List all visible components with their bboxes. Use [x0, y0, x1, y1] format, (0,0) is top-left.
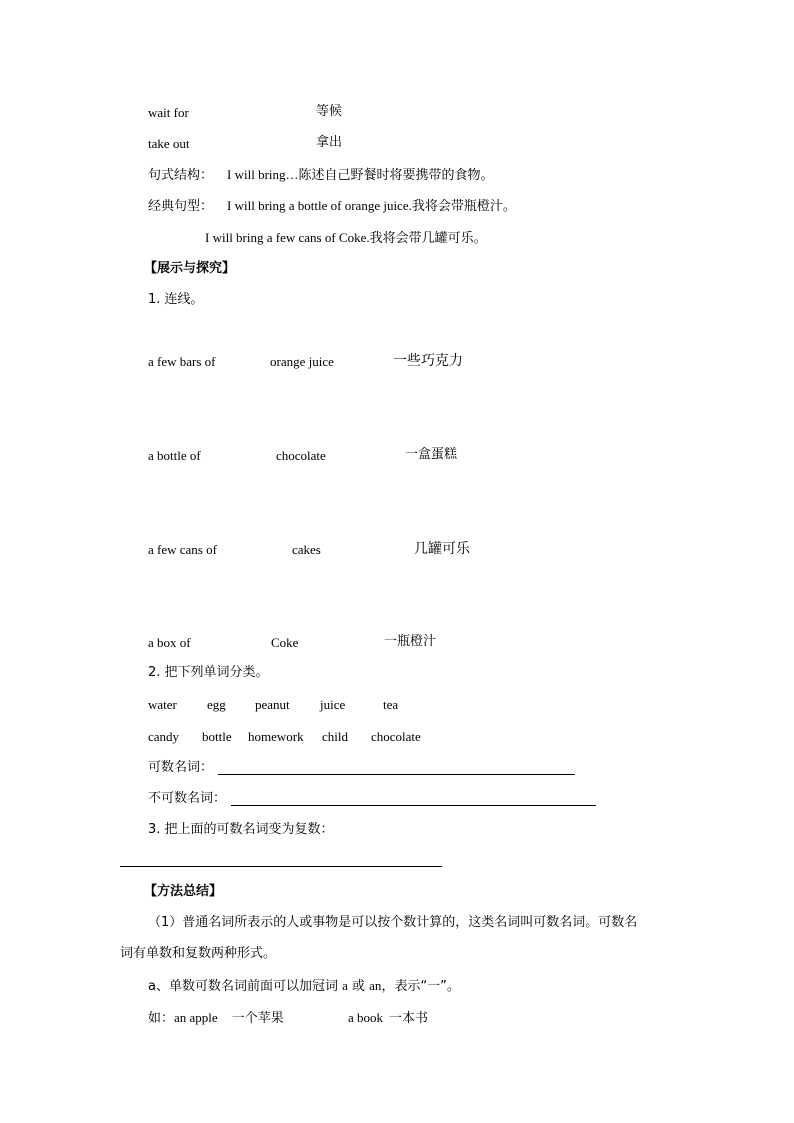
uncountable-label: 不可数名词：	[148, 791, 227, 806]
section-explore-heading: 【展示与探究】	[144, 261, 236, 276]
match-right-1: 一些巧克力	[393, 353, 463, 369]
sentence-structure	[148, 167, 494, 184]
sentence-structure-zh: 陈述自己野餐时将要携带的食物。	[298, 168, 494, 183]
sentence-structure-en: I will bring…	[227, 167, 299, 182]
classic-s2-en: I will bring a few cans of Coke.	[205, 230, 370, 245]
q1-title: 1. 连线。	[148, 292, 204, 307]
example-1-zh: 一个苹果	[231, 1011, 284, 1026]
method-p1-line2: 词有单数和复数两种形式。	[120, 946, 277, 961]
match-mid-3: cakes	[292, 542, 321, 557]
method-a-post: ，表示“一”。	[381, 979, 460, 994]
vocab-en-1: wait for	[148, 105, 189, 120]
vocab-en-2: take out	[148, 136, 190, 151]
sentence-structure-label: 句式结构：	[148, 168, 214, 183]
method-an-article: an	[369, 978, 382, 993]
classic-sentence-1	[148, 198, 516, 215]
classic-sentence-2	[205, 230, 487, 247]
section-method-heading: 【方法总结】	[144, 884, 223, 899]
classic-s1-en: I will bring a bottle of orange juice.	[227, 198, 412, 213]
word-bottle: bottle	[202, 729, 232, 744]
match-left-2: a bottle of	[148, 448, 201, 463]
classic-s1-zh: 我将会带瓶橙汁。	[411, 199, 516, 214]
method-a-article: a	[342, 978, 348, 993]
uncountable-answer-line[interactable]	[231, 805, 596, 806]
method-article-rule	[148, 978, 460, 995]
example-label: 如：	[148, 1011, 175, 1026]
example-2-zh: 一本书	[389, 1011, 429, 1026]
method-example	[148, 1010, 284, 1027]
word-tea: tea	[383, 697, 399, 712]
method-p1-line1: （1）普通名词所表示的人或事物是可以按个数计算的，这类名词叫可数名词。可数名	[148, 915, 638, 930]
word-water: water	[148, 697, 177, 712]
word-chocolate: chocolate	[371, 729, 421, 744]
word-peanut: peanut	[255, 697, 290, 712]
vocab-zh-2: 拿出	[316, 135, 343, 150]
word-egg: egg	[207, 697, 226, 712]
classic-s2-zh: 我将会带几罐可乐。	[369, 231, 487, 246]
match-left-4: a box of	[148, 635, 191, 650]
method-a-or: 或	[347, 979, 370, 994]
countable-answer-line[interactable]	[218, 774, 575, 775]
example-1-en: an apple	[174, 1010, 218, 1025]
countable-label: 可数名词：	[148, 760, 214, 775]
match-mid-4: Coke	[271, 635, 299, 650]
q2-title: 2. 把下列单词分类。	[148, 665, 269, 680]
word-child: child	[322, 729, 348, 744]
classic-label: 经典句型：	[148, 199, 214, 214]
method-example-2	[348, 1010, 428, 1027]
vocab-zh-1: 等候	[316, 104, 343, 119]
q3-title: 3. 把上面的可数名词变为复数：	[148, 822, 334, 837]
example-2-en: a book	[348, 1010, 384, 1025]
match-right-4: 一瓶橙汁	[384, 634, 437, 649]
match-left-1: a few bars of	[148, 354, 216, 369]
match-right-3: 几罐可乐	[414, 541, 470, 557]
match-right-2: 一盒蛋糕	[405, 447, 458, 462]
match-mid-1: orange juice	[270, 354, 334, 369]
plural-answer-line[interactable]	[120, 866, 442, 867]
method-a-pre: a、单数可数名词前面可以加冠词	[148, 979, 343, 994]
word-juice: juice	[320, 697, 346, 712]
match-left-3: a few cans of	[148, 542, 217, 557]
match-mid-2: chocolate	[276, 448, 326, 463]
word-homework: homework	[248, 729, 304, 744]
word-candy: candy	[148, 729, 180, 744]
